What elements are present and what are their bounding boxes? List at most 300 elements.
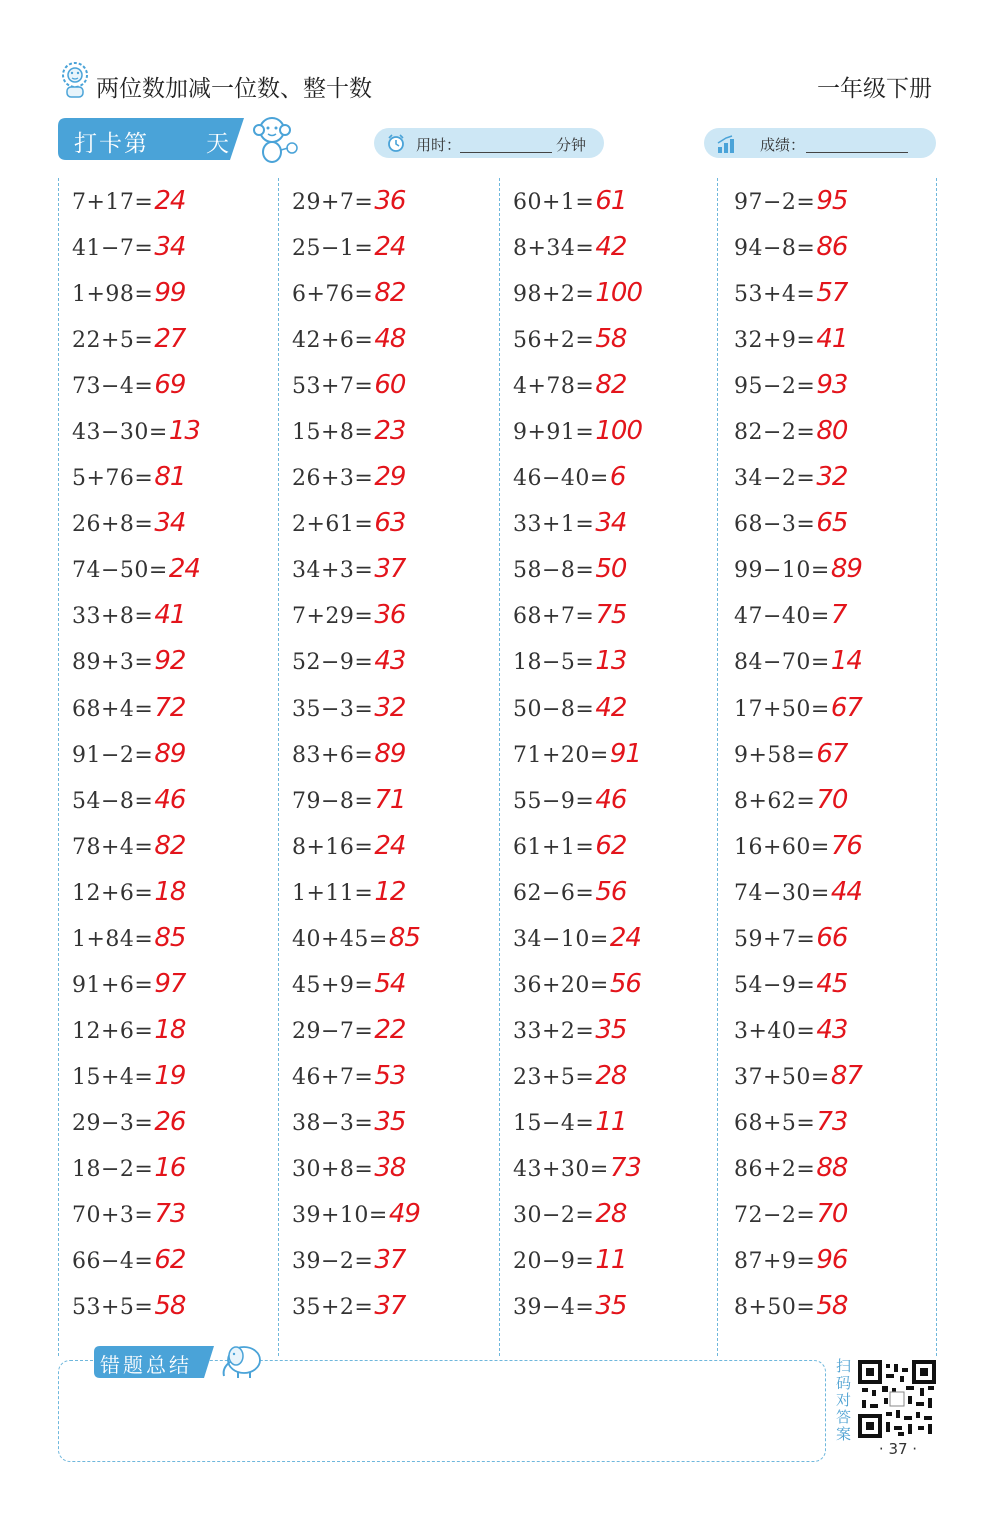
equation: [72, 416, 200, 446]
handwritten-answer[interactable]: 50: [595, 554, 627, 585]
handwritten-answer[interactable]: 71: [374, 784, 406, 815]
handwritten-answer[interactable]: 73: [154, 1199, 186, 1230]
question-text: 45+9=: [292, 972, 374, 998]
question-text: 79−8=: [292, 788, 374, 814]
handwritten-answer[interactable]: 87: [830, 1060, 862, 1091]
handwritten-answer[interactable]: 97: [154, 968, 186, 999]
problem-row: [292, 915, 502, 961]
equation: [734, 969, 847, 999]
equation: [292, 877, 405, 907]
question-text: 12+6=: [72, 1018, 154, 1044]
problem-row: [72, 961, 282, 1007]
handwritten-answer[interactable]: 62: [154, 1245, 186, 1276]
score-input-line[interactable]: [806, 152, 908, 153]
handwritten-answer[interactable]: 45: [816, 968, 848, 999]
equation: [734, 1107, 847, 1137]
question-text: 12+6=: [72, 880, 154, 906]
handwritten-answer[interactable]: 24: [374, 232, 406, 263]
handwritten-answer[interactable]: 99: [154, 278, 186, 309]
question-text: 87+9=: [734, 1249, 816, 1275]
question-text: 29−3=: [72, 1110, 154, 1136]
problem-row: [292, 1191, 502, 1237]
question-text: 30−2=: [513, 1203, 595, 1229]
equation: [734, 462, 847, 492]
question-text: 68−3=: [734, 512, 816, 538]
equation: [513, 1015, 626, 1045]
equation: [734, 416, 847, 446]
question-text: 60+1=: [513, 190, 595, 215]
question-text: 58−8=: [513, 558, 595, 584]
question-text: 20−9=: [513, 1249, 595, 1275]
equation: [513, 969, 641, 999]
problem-row: [734, 823, 944, 869]
handwritten-answer[interactable]: 54: [374, 968, 406, 999]
question-text: 66−4=: [72, 1249, 154, 1275]
handwritten-answer[interactable]: 16: [154, 1152, 186, 1183]
equation: [734, 554, 862, 584]
equation: [292, 646, 405, 676]
handwritten-answer[interactable]: 95: [816, 186, 848, 216]
question-text: 5+76=: [72, 466, 154, 492]
problem-row: [292, 731, 502, 777]
problem-row: [734, 1191, 944, 1237]
problem-row: [513, 316, 723, 362]
question-text: 26+8=: [72, 512, 154, 538]
problem-row: [72, 592, 282, 638]
problem-column-1: [72, 178, 282, 1329]
question-text: 34+3=: [292, 558, 374, 584]
equation: [734, 600, 846, 630]
problem-row: [513, 1191, 723, 1237]
question-text: 50−8=: [513, 696, 595, 722]
question-text: 23+5=: [513, 1064, 595, 1090]
handwritten-answer[interactable]: 18: [154, 1014, 186, 1045]
handwritten-answer[interactable]: 7: [830, 600, 847, 631]
question-text: 53+5=: [72, 1295, 154, 1321]
question-text: 54−8=: [72, 788, 154, 814]
equation: [292, 416, 405, 446]
question-text: 8+50=: [734, 1295, 816, 1321]
question-text: 8+34=: [513, 236, 595, 262]
handwritten-answer[interactable]: 57: [816, 278, 848, 309]
equation: [72, 232, 185, 262]
handwritten-answer[interactable]: 89: [374, 738, 406, 769]
handwritten-answer[interactable]: 85: [388, 922, 420, 953]
handwritten-answer[interactable]: 73: [816, 1106, 848, 1137]
problem-row: [292, 592, 502, 638]
equation: [72, 923, 185, 953]
handwritten-answer[interactable]: 23: [374, 416, 406, 447]
time-input-line[interactable]: [460, 152, 552, 153]
problem-row: [72, 178, 282, 224]
problem-row: [513, 823, 723, 869]
equation: [292, 370, 405, 400]
handwritten-answer[interactable]: 46: [154, 784, 186, 815]
handwritten-answer[interactable]: 41: [154, 600, 186, 631]
handwritten-answer[interactable]: 35: [595, 1014, 627, 1045]
equation: [292, 1245, 405, 1275]
problem-row: [292, 408, 502, 454]
handwritten-answer[interactable]: 69: [154, 370, 186, 401]
question-text: 40+45=: [292, 926, 388, 952]
problem-row: [292, 454, 502, 500]
problem-row: [513, 1007, 723, 1053]
equation: [513, 785, 626, 815]
question-text: 33+2=: [513, 1018, 595, 1044]
problem-row: [72, 777, 282, 823]
problem-column-4: [734, 178, 944, 1329]
handwritten-answer[interactable]: 26: [154, 1106, 186, 1137]
handwritten-answer[interactable]: 14: [830, 646, 862, 677]
problem-row: [292, 224, 502, 270]
question-text: 3+40=: [734, 1018, 816, 1044]
handwritten-answer[interactable]: 67: [816, 738, 848, 769]
question-text: 72−2=: [734, 1203, 816, 1229]
handwritten-answer[interactable]: 66: [816, 922, 848, 953]
problem-row: [292, 1283, 502, 1329]
handwritten-answer[interactable]: 56: [595, 876, 627, 907]
handwritten-answer[interactable]: 42: [595, 232, 627, 263]
question-text: 37+50=: [734, 1064, 830, 1090]
handwritten-answer[interactable]: 27: [154, 324, 186, 355]
question-text: 7+17=: [72, 190, 154, 215]
equation: [734, 923, 847, 953]
equation: [72, 1199, 185, 1229]
equation: [513, 877, 626, 907]
question-text: 98+2=: [513, 282, 595, 308]
problem-row: [734, 915, 944, 961]
equation: [292, 232, 405, 262]
equation: [734, 831, 862, 861]
equation: [72, 739, 185, 769]
equation: [513, 1245, 626, 1275]
equation: [734, 278, 847, 308]
handwritten-answer[interactable]: 22: [374, 1014, 406, 1045]
problem-row: [72, 685, 282, 731]
handwritten-answer[interactable]: 34: [154, 232, 186, 263]
problem-row: [292, 316, 502, 362]
handwritten-answer[interactable]: 93: [816, 370, 848, 401]
question-text: 91+6=: [72, 972, 154, 998]
handwritten-answer[interactable]: 63: [374, 508, 406, 539]
equation: [292, 831, 405, 861]
handwritten-answer[interactable]: 67: [830, 692, 862, 723]
handwritten-answer[interactable]: 100: [595, 278, 642, 309]
score-field: [704, 128, 936, 158]
handwritten-answer[interactable]: 24: [154, 186, 186, 216]
handwritten-answer[interactable]: 11: [595, 1106, 627, 1137]
question-text: 25−1=: [292, 236, 374, 262]
handwritten-answer[interactable]: 36: [374, 186, 406, 216]
equation: [72, 646, 185, 676]
monkey-icon: [248, 112, 302, 166]
handwritten-answer[interactable]: 41: [816, 324, 848, 355]
handwritten-answer[interactable]: 34: [154, 508, 186, 539]
problem-row: [292, 638, 502, 684]
equation: [292, 739, 405, 769]
equation: [72, 969, 185, 999]
handwritten-answer[interactable]: 58: [154, 1291, 186, 1322]
handwritten-answer[interactable]: 92: [154, 646, 186, 677]
question-text: 18−5=: [513, 650, 595, 676]
equation: [292, 600, 405, 630]
problem-row: [72, 1099, 282, 1145]
handwritten-answer[interactable]: 43: [816, 1014, 848, 1045]
checkin-day-unit: 天: [206, 131, 229, 157]
equation: [292, 1107, 405, 1137]
handwritten-answer[interactable]: 91: [609, 738, 641, 769]
problem-row: [513, 178, 723, 224]
equation: [292, 462, 405, 492]
handwritten-answer[interactable]: 82: [154, 830, 186, 861]
question-text: 9+91=: [513, 420, 595, 446]
question-text: 73−4=: [72, 374, 154, 400]
qr-code-icon[interactable]: [858, 1360, 936, 1438]
problem-row: [292, 777, 502, 823]
problem-row: [734, 1099, 944, 1145]
problem-row: [734, 592, 944, 638]
question-text: 1+11=: [292, 880, 374, 906]
problem-row: [513, 961, 723, 1007]
mistakes-label: 错题总结: [100, 1353, 192, 1377]
handwritten-answer[interactable]: 80: [816, 416, 848, 447]
problem-row: [734, 1053, 944, 1099]
handwritten-answer[interactable]: 58: [595, 324, 627, 355]
handwritten-answer[interactable]: 61: [595, 186, 627, 216]
question-text: 86+2=: [734, 1156, 816, 1182]
problem-row: [734, 638, 944, 684]
equation: [513, 278, 642, 308]
equation: [513, 923, 641, 953]
question-text: 39+10=: [292, 1203, 388, 1229]
handwritten-answer[interactable]: 96: [816, 1245, 848, 1276]
equation: [513, 1107, 626, 1137]
equation: [292, 1199, 420, 1229]
question-text: 29+7=: [292, 190, 374, 215]
problem-row: [292, 546, 502, 592]
question-text: 56+2=: [513, 328, 595, 354]
problem-row: [72, 1007, 282, 1053]
handwritten-answer[interactable]: 13: [168, 416, 200, 447]
handwritten-answer[interactable]: 65: [816, 508, 848, 539]
question-text: 46+7=: [292, 1064, 374, 1090]
question-text: 62−6=: [513, 880, 595, 906]
handwritten-answer[interactable]: 13: [595, 646, 627, 677]
handwritten-answer[interactable]: 70: [816, 784, 848, 815]
handwritten-answer[interactable]: 36: [374, 600, 406, 631]
question-text: 47−40=: [734, 604, 830, 630]
handwritten-answer[interactable]: 49: [388, 1199, 420, 1230]
problem-row: [513, 869, 723, 915]
question-text: 52−9=: [292, 650, 374, 676]
equation: [72, 370, 185, 400]
handwritten-answer[interactable]: 60: [374, 370, 406, 401]
handwritten-answer[interactable]: 24: [168, 554, 200, 585]
problem-row: [292, 1145, 502, 1191]
handwritten-answer[interactable]: 76: [830, 830, 862, 861]
problem-row: [513, 270, 723, 316]
question-text: 68+4=: [72, 696, 154, 722]
problem-row: [292, 362, 502, 408]
equation: [734, 693, 862, 723]
equation: [72, 1061, 185, 1091]
time-field: [374, 128, 604, 158]
equation: [72, 785, 185, 815]
question-text: 33+8=: [72, 604, 154, 630]
problem-row: [734, 362, 944, 408]
handwritten-answer[interactable]: 18: [154, 876, 186, 907]
question-text: 42+6=: [292, 328, 374, 354]
problem-row: [72, 638, 282, 684]
handwritten-answer[interactable]: 82: [374, 278, 406, 309]
handwritten-answer[interactable]: 56: [609, 968, 641, 999]
handwritten-answer[interactable]: 82: [595, 370, 627, 401]
equation: [513, 739, 641, 769]
problem-row: [513, 362, 723, 408]
equation: [292, 969, 405, 999]
problem-row: [513, 592, 723, 638]
problem-row: [513, 1283, 723, 1329]
handwritten-answer[interactable]: 38: [374, 1152, 406, 1183]
equation: [292, 186, 405, 216]
equation: [513, 324, 626, 354]
handwritten-answer[interactable]: 35: [374, 1106, 406, 1137]
problem-row: [513, 500, 723, 546]
handwritten-answer[interactable]: 12: [374, 876, 406, 907]
equation: [72, 693, 185, 723]
equation: [734, 1061, 862, 1091]
problem-row: [72, 1053, 282, 1099]
equation: [513, 693, 626, 723]
equation: [513, 232, 626, 262]
problem-row: [734, 270, 944, 316]
handwritten-answer[interactable]: 29: [374, 462, 406, 493]
question-text: 91−2=: [72, 742, 154, 768]
question-text: 6+76=: [292, 282, 374, 308]
question-text: 26+3=: [292, 466, 374, 492]
handwritten-answer[interactable]: 46: [595, 784, 627, 815]
question-text: 97−2=: [734, 190, 816, 215]
handwritten-answer[interactable]: 100: [595, 416, 642, 447]
problem-row: [513, 224, 723, 270]
question-text: 43−30=: [72, 420, 168, 446]
problem-column-3: [513, 178, 723, 1329]
handwritten-answer[interactable]: 75: [595, 600, 627, 631]
problem-row: [734, 777, 944, 823]
handwritten-answer[interactable]: 37: [374, 554, 406, 585]
handwritten-answer[interactable]: 42: [595, 692, 627, 723]
problem-row: [72, 823, 282, 869]
problem-row: [292, 1099, 502, 1145]
handwritten-answer[interactable]: 89: [154, 738, 186, 769]
question-text: 55−9=: [513, 788, 595, 814]
handwritten-answer[interactable]: 72: [154, 692, 186, 723]
question-text: 39−4=: [513, 1295, 595, 1321]
handwritten-answer[interactable]: 43: [374, 646, 406, 677]
handwritten-answer[interactable]: 32: [374, 692, 406, 723]
handwritten-answer[interactable]: 11: [595, 1245, 627, 1276]
question-text: 34−10=: [513, 926, 609, 952]
handwritten-answer[interactable]: 28: [595, 1060, 627, 1091]
question-text: 33+1=: [513, 512, 595, 538]
problem-row: [513, 638, 723, 684]
equation: [292, 1153, 405, 1183]
problem-row: [292, 270, 502, 316]
problem-row: [72, 224, 282, 270]
question-text: 53+4=: [734, 282, 816, 308]
equation: [734, 1015, 847, 1045]
handwritten-answer[interactable]: 19: [154, 1060, 186, 1091]
handwritten-answer[interactable]: 86: [816, 232, 848, 263]
question-text: 1+84=: [72, 926, 154, 952]
problem-row: [734, 1145, 944, 1191]
question-text: 89+3=: [72, 650, 154, 676]
handwritten-answer[interactable]: 70: [816, 1199, 848, 1230]
problem-row: [292, 869, 502, 915]
equation: [734, 508, 847, 538]
handwritten-answer[interactable]: 37: [374, 1291, 406, 1322]
handwritten-answer[interactable]: 32: [816, 462, 848, 493]
question-text: 22+5=: [72, 328, 154, 354]
equation: [72, 831, 185, 861]
handwritten-answer[interactable]: 35: [595, 1291, 627, 1322]
handwritten-answer[interactable]: 73: [609, 1152, 641, 1183]
equation: [513, 370, 626, 400]
question-text: 7+29=: [292, 604, 374, 630]
equation: [734, 785, 847, 815]
handwritten-answer[interactable]: 24: [374, 830, 406, 861]
bar-chart-icon: [716, 133, 742, 155]
equation: [72, 278, 185, 308]
question-text: 9+58=: [734, 742, 816, 768]
question-text: 43+30=: [513, 1156, 609, 1182]
question-text: 2+61=: [292, 512, 374, 538]
problem-row: [292, 1007, 502, 1053]
handwritten-answer[interactable]: 89: [830, 554, 862, 585]
handwritten-answer[interactable]: 37: [374, 1245, 406, 1276]
question-text: 35−3=: [292, 696, 374, 722]
handwritten-answer[interactable]: 88: [816, 1152, 848, 1183]
handwritten-answer[interactable]: 48: [374, 324, 406, 355]
question-text: 18−2=: [72, 1156, 154, 1182]
handwritten-answer[interactable]: 85: [154, 922, 186, 953]
handwritten-answer[interactable]: 6: [609, 462, 626, 493]
question-text: 82−2=: [734, 420, 816, 446]
question-text: 36+20=: [513, 972, 609, 998]
handwritten-answer[interactable]: 81: [154, 462, 186, 493]
problem-row: [513, 777, 723, 823]
problem-row: [734, 546, 944, 592]
equation: [513, 1291, 626, 1321]
problem-row: [513, 1145, 723, 1191]
question-text: 99−10=: [734, 558, 830, 584]
handwritten-answer[interactable]: 28: [595, 1199, 627, 1230]
question-text: 39−2=: [292, 1249, 374, 1275]
handwritten-answer[interactable]: 24: [609, 922, 641, 953]
question-text: 84−70=: [734, 650, 830, 676]
question-text: 68+7=: [513, 604, 595, 630]
equation: [734, 232, 847, 262]
handwritten-answer[interactable]: 58: [816, 1291, 848, 1322]
handwritten-answer[interactable]: 62: [595, 830, 627, 861]
handwritten-answer[interactable]: 44: [830, 876, 862, 907]
handwritten-answer[interactable]: 34: [595, 508, 627, 539]
handwritten-answer[interactable]: 53: [374, 1060, 406, 1091]
problem-row: [72, 362, 282, 408]
equation: [734, 1153, 847, 1183]
problem-row: [72, 408, 282, 454]
problem-column-2: [292, 178, 502, 1329]
